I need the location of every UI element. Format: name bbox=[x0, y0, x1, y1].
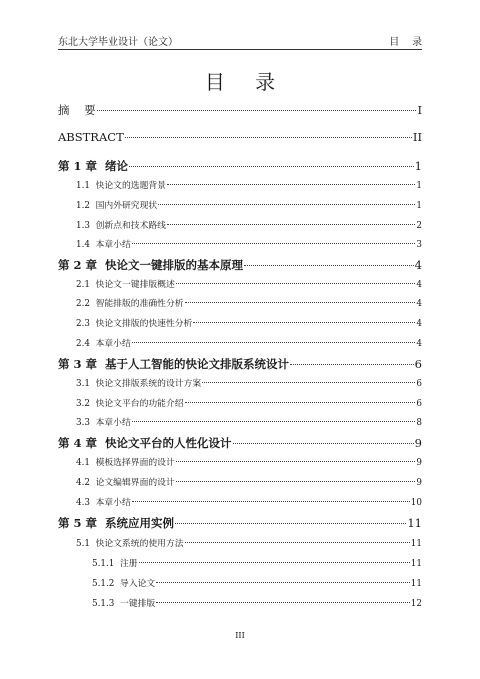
toc-dot-leader bbox=[132, 342, 416, 343]
toc-dot-leader bbox=[290, 364, 414, 365]
toc-chapter-entry[interactable] bbox=[58, 257, 422, 273]
toc-section-entry[interactable] bbox=[58, 376, 422, 389]
toc-dot-leader bbox=[167, 184, 415, 185]
toc-entry-page: 9 bbox=[416, 458, 422, 468]
toc-dot-leader bbox=[129, 166, 414, 167]
page-title: 目 录 bbox=[204, 70, 288, 94]
toc-entry-page: 11 bbox=[407, 516, 422, 530]
toc-dot-leader bbox=[185, 302, 416, 303]
toc-entry-label: 3.2 快论文平台的功能介绍 bbox=[76, 399, 184, 409]
toc-entry-label: 2.2 智能排版的准确性分析 bbox=[76, 299, 184, 309]
toc-dot-leader bbox=[233, 443, 414, 444]
toc-entry-label: 2.3 快论文排版的快速性分析 bbox=[76, 319, 193, 329]
toc-entry-label: 4.2 论文编辑界面的设计 bbox=[76, 478, 175, 488]
toc-entry-label: 5.1.2 导入论文 bbox=[92, 579, 156, 589]
toc-chapter-entry[interactable] bbox=[58, 356, 422, 372]
toc-entry-label: 1.4 本章小结 bbox=[76, 240, 131, 250]
toc-entry-label: 5.1.3 一键排版 bbox=[92, 599, 156, 609]
toc-entry-page: 11 bbox=[410, 559, 422, 569]
toc-dot-leader bbox=[125, 137, 412, 138]
toc-dot-leader bbox=[185, 542, 410, 543]
toc-subsection-entry[interactable] bbox=[58, 556, 422, 569]
toc-entry-label: 2.4 本章小结 bbox=[76, 339, 131, 349]
toc-chapter-entry[interactable] bbox=[58, 158, 422, 174]
toc-section-entry[interactable] bbox=[58, 336, 422, 349]
toc-entry-page: 1 bbox=[416, 201, 422, 211]
toc-entry-page: 6 bbox=[414, 357, 422, 371]
toc-dot-leader bbox=[132, 501, 410, 502]
toc-dot-leader bbox=[193, 322, 415, 323]
toc-entry-page: 11 bbox=[410, 539, 422, 549]
toc-entry-page: II bbox=[412, 130, 422, 144]
toc-dot-leader bbox=[156, 602, 410, 603]
header-section-name: 目 录 bbox=[389, 37, 422, 48]
toc-entry-page: 4 bbox=[414, 258, 422, 272]
toc-entry-label: 4.3 本章小结 bbox=[76, 498, 131, 508]
toc-entry-label: 摘 要 bbox=[58, 103, 96, 117]
toc-dot-leader bbox=[97, 110, 417, 111]
toc-dot-leader bbox=[176, 283, 416, 284]
toc-dot-leader bbox=[132, 421, 416, 422]
toc-entry-label: 第 4 章 快论文平台的人性化设计 bbox=[58, 436, 232, 450]
toc-entry-page: 9 bbox=[416, 478, 422, 488]
toc-chapter-entry[interactable] bbox=[58, 102, 422, 118]
toc-chapter-entry[interactable] bbox=[58, 130, 422, 144]
toc-entry-label: 第 5 章 系统应用实例 bbox=[58, 516, 175, 530]
toc-entry-page: 6 bbox=[416, 379, 422, 389]
toc-section-entry[interactable] bbox=[58, 218, 422, 231]
toc-entry-label: 1.3 创新点和技术路线 bbox=[76, 221, 166, 231]
toc-entry-label: 第 2 章 快论文一键排版的基本原理 bbox=[58, 258, 244, 272]
toc-subsection-entry[interactable] bbox=[58, 576, 422, 589]
toc-entry-label: 2.1 快论文一键排版概述 bbox=[76, 280, 175, 290]
toc-entry-label: 5.1 快论文系统的使用方法 bbox=[76, 539, 184, 549]
toc-dot-leader bbox=[176, 461, 416, 462]
toc-entry-label: 第 3 章 基于人工智能的快论文排版系统设计 bbox=[58, 357, 290, 371]
toc-section-entry[interactable] bbox=[58, 495, 422, 508]
toc-entry-page: 11 bbox=[410, 579, 422, 589]
toc-section-entry[interactable] bbox=[58, 237, 422, 250]
toc-entry-page: 4 bbox=[416, 299, 422, 309]
toc-section-entry[interactable] bbox=[58, 296, 422, 309]
toc-section-entry[interactable] bbox=[58, 455, 422, 468]
toc-entry-page: 1 bbox=[416, 181, 422, 191]
toc-entry-label: 4.1 模板选择界面的设计 bbox=[76, 458, 175, 468]
toc-entry-label: 3.3 本章小结 bbox=[76, 418, 131, 428]
page-number: III bbox=[235, 631, 245, 640]
toc-section-entry[interactable] bbox=[58, 316, 422, 329]
toc-entry-page: 4 bbox=[416, 280, 422, 290]
toc-entry-page: 12 bbox=[410, 599, 422, 609]
toc-dot-leader bbox=[167, 224, 415, 225]
running-header bbox=[58, 32, 422, 48]
toc-section-entry[interactable] bbox=[58, 536, 422, 549]
toc-section-entry[interactable] bbox=[58, 415, 422, 428]
toc-entry-page: 8 bbox=[416, 418, 422, 428]
toc-chapter-entry[interactable] bbox=[58, 435, 422, 451]
toc-dot-leader bbox=[185, 402, 416, 403]
toc-entry-page: 1 bbox=[414, 159, 422, 173]
header-thesis-title: 东北大学毕业设计（论文） bbox=[58, 37, 178, 48]
toc-entry-page: 4 bbox=[416, 319, 422, 329]
toc-entry-label: 5.1.1 注册 bbox=[92, 559, 138, 569]
toc-section-entry[interactable] bbox=[58, 475, 422, 488]
toc-section-entry[interactable] bbox=[58, 178, 422, 191]
toc-entry-page: 9 bbox=[414, 436, 422, 450]
toc-dot-leader bbox=[158, 204, 415, 205]
toc-dot-leader bbox=[156, 582, 410, 583]
toc-entry-page: 2 bbox=[416, 221, 422, 231]
toc-entry-label: 3.1 快论文排版系统的设计方案 bbox=[76, 379, 202, 389]
toc-section-entry[interactable] bbox=[58, 277, 422, 290]
toc-dot-leader bbox=[132, 243, 416, 244]
toc-dot-leader bbox=[139, 562, 410, 563]
toc-entry-label: 1.1 快论文的选题背景 bbox=[76, 181, 166, 191]
toc-section-entry[interactable] bbox=[58, 396, 422, 409]
toc-entry-label: 1.2 国内外研究现状 bbox=[76, 201, 158, 211]
toc-entry-label: ABSTRACT bbox=[58, 130, 124, 144]
toc-dot-leader bbox=[244, 265, 414, 266]
header-rule bbox=[58, 49, 422, 50]
toc-dot-leader bbox=[202, 382, 415, 383]
toc-dot-leader bbox=[175, 523, 406, 524]
toc-section-entry[interactable] bbox=[58, 198, 422, 211]
toc-chapter-entry[interactable] bbox=[58, 515, 422, 531]
toc-entry-page: 4 bbox=[416, 339, 422, 349]
toc-entry-page: 10 bbox=[410, 498, 422, 508]
toc-subsection-entry[interactable] bbox=[58, 596, 422, 609]
toc-entry-label: 第 1 章 绪论 bbox=[58, 159, 129, 173]
toc-entry-page: I bbox=[417, 103, 422, 117]
toc-entry-page: 3 bbox=[416, 240, 422, 250]
toc-dot-leader bbox=[176, 481, 416, 482]
toc-entry-page: 6 bbox=[416, 399, 422, 409]
